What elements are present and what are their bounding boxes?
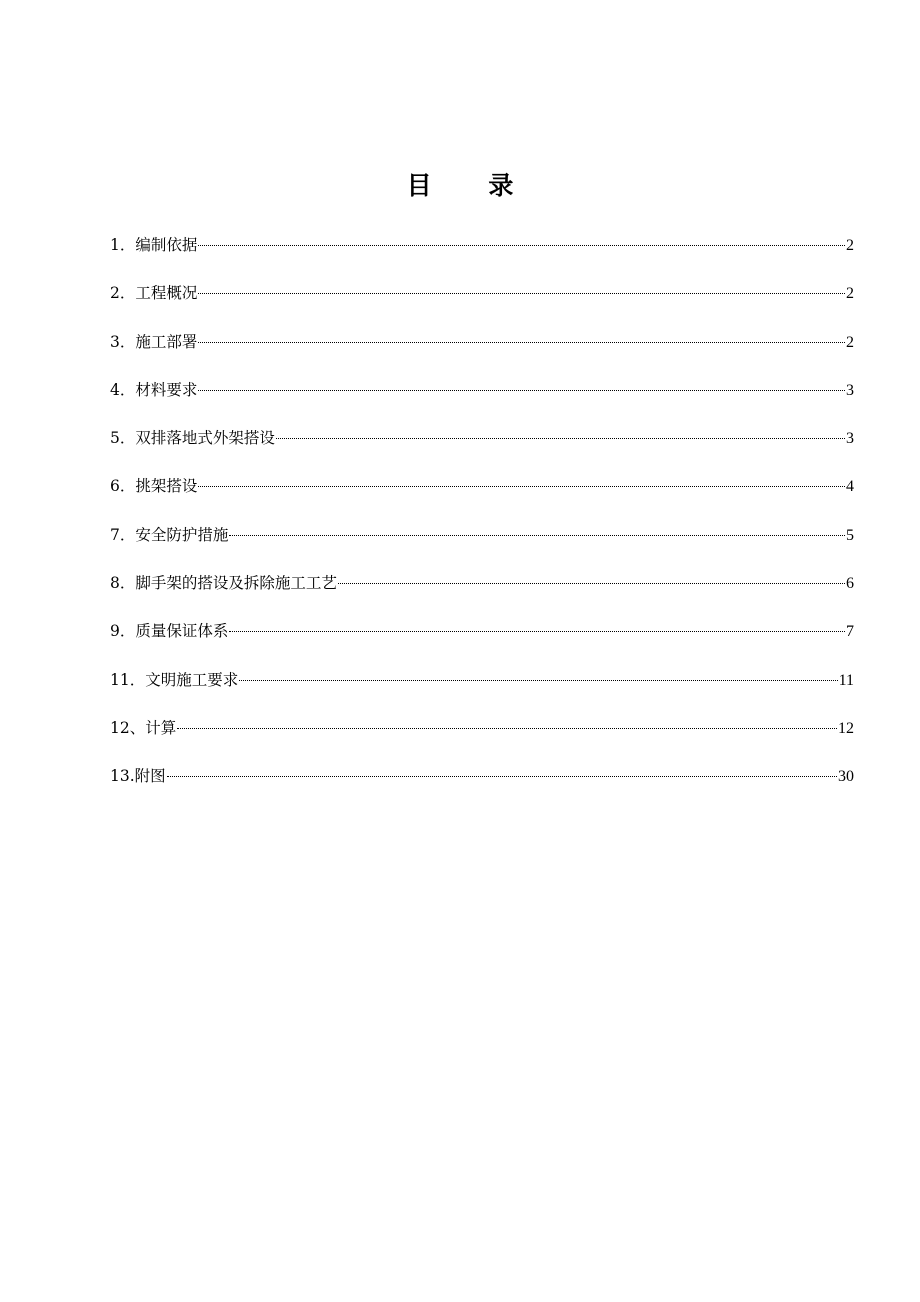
- toc-dot-leader: [198, 245, 845, 246]
- toc-entry-label: 12、计算: [110, 718, 177, 737]
- toc-dot-leader: [229, 631, 845, 632]
- toc-title: 目 录: [406, 171, 538, 200]
- toc-entry-page: 2: [846, 285, 854, 303]
- toc-entry-label: 2．工程概况: [110, 284, 198, 303]
- toc-entry-label: 6．挑架搭设: [110, 477, 198, 496]
- toc-entry-page: 3: [846, 430, 854, 448]
- toc-entry-12[interactable]: [110, 715, 854, 763]
- toc-dot-leader: [229, 535, 845, 536]
- table-of-contents: [110, 232, 854, 812]
- toc-entry-label: 7．安全防护措施: [110, 525, 229, 544]
- toc-entry-page: 6: [846, 575, 854, 593]
- toc-entry-label: 11．文明施工要求: [110, 670, 239, 689]
- toc-entry-6[interactable]: [110, 473, 854, 521]
- toc-entry-label: 3．施工部署: [110, 332, 198, 351]
- toc-entry-label: 13.附图: [110, 767, 166, 786]
- toc-dot-leader: [198, 342, 845, 343]
- toc-entry-page: 2: [846, 333, 854, 351]
- toc-entry-label: 5．双排落地式外架搭设: [110, 429, 275, 448]
- toc-dot-leader: [198, 486, 845, 487]
- toc-entry-page: 11: [838, 671, 854, 689]
- toc-entry-11[interactable]: [110, 667, 854, 715]
- toc-dot-leader: [198, 293, 845, 294]
- toc-entry-page: 4: [846, 478, 854, 496]
- toc-entry-page: 7: [846, 623, 854, 641]
- toc-entry-2[interactable]: [110, 280, 854, 328]
- toc-entry-page: 3: [846, 381, 854, 399]
- toc-entry-label: 1．编制依据: [110, 236, 198, 254]
- toc-dot-leader: [239, 680, 837, 681]
- toc-entry-5[interactable]: [110, 425, 854, 473]
- toc-dot-leader: [177, 728, 837, 729]
- toc-entry-1[interactable]: [110, 232, 854, 280]
- toc-entry-label: 9．质量保证体系: [110, 622, 229, 641]
- toc-entry-label: 4．材料要求: [110, 380, 198, 399]
- toc-entry-page: 2: [846, 237, 854, 254]
- toc-dot-leader: [276, 438, 845, 439]
- toc-entry-13[interactable]: [110, 763, 854, 811]
- toc-entry-9[interactable]: [110, 618, 854, 666]
- toc-entry-7[interactable]: [110, 522, 854, 570]
- toc-entry-4[interactable]: [110, 377, 854, 425]
- toc-dot-leader: [198, 390, 845, 391]
- toc-entry-page: 12: [838, 719, 854, 737]
- toc-dot-leader: [338, 583, 845, 584]
- toc-entry-label: 8．脚手架的搭设及拆除施工工艺: [110, 574, 337, 593]
- toc-entry-page: 30: [838, 768, 854, 786]
- toc-entry-page: 5: [846, 526, 854, 544]
- toc-dot-leader: [167, 776, 837, 777]
- toc-entry-8[interactable]: [110, 570, 854, 618]
- toc-entry-3[interactable]: [110, 329, 854, 377]
